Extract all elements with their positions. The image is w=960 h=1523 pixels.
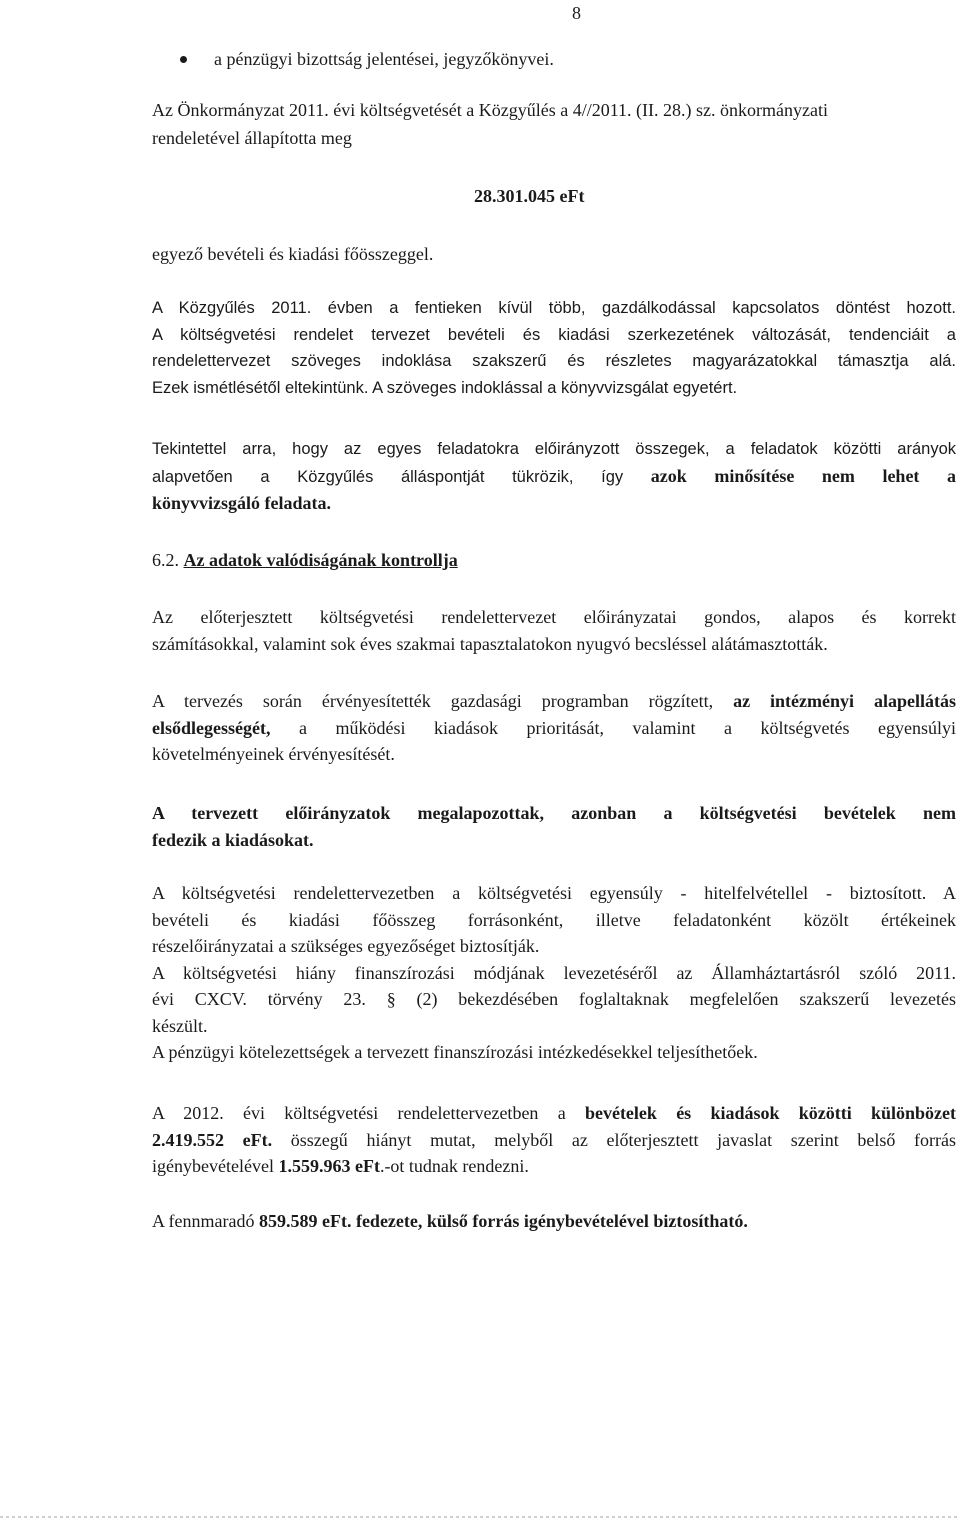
p4-line-2: [152, 715, 956, 742]
intro-line-1: Az Önkormányzat 2011. évi költségvetését a Közgyűlés a 4//2011. (II. 28.) sz. önkormányzati: [152, 100, 828, 120]
paragraph-8: [152, 1211, 748, 1232]
p7-line-3-plain-b: .-ot tudnak rendezni.: [379, 1156, 529, 1176]
p7-line-2: [152, 1127, 956, 1154]
p1-line-3: rendelettervezet szöveges indoklása szakszerű és részletes magyarázatokkal támasztja alá.: [152, 352, 956, 370]
p6-line-3: részelőirányzatai a szükséges egyezőséget biztosítják.: [152, 936, 540, 956]
p1-line-2: A költségvetési rendelet tervezet bevételi és kiadási szerkezetének változását, tendenciáit a: [152, 325, 956, 344]
section-number: 6.2.: [152, 550, 179, 570]
p2-line-1: Tekintettel arra, hogy az egyes feladatokra előirányzott összegek, a feladatok közötti arányok: [152, 440, 956, 458]
p7-line-1-bold: bevételek és kiadások közötti különbözet: [584, 1103, 957, 1123]
p7-line-2-plain: összegű hiányt mutat, melyből az előterjesztett javaslat szerint belső forrás: [290, 1129, 956, 1150]
intro-line-3: egyező bevételi és kiadási főösszeggel.: [152, 244, 434, 264]
p5-line-1: A tervezett előirányzatok megalapozottak, azonban a költségvetési bevételek nem: [152, 803, 956, 823]
p6-line-1: A költségvetési rendelettervezetben a költségvetési egyensúly - hitelfelvétellel - biztosított. A: [152, 883, 956, 903]
p4-line-1: [152, 688, 956, 715]
p1-line-1: A Közgyűlés 2011. évben a fentieken kívül több, gazdálkodással kapcsolatos döntést hozott.: [152, 299, 956, 317]
paragraph-1: [152, 295, 956, 401]
p5-line-2: fedezik a kiadásokat.: [152, 829, 314, 850]
p4-line-2-plain: a működési kiadások prioritását, valamint a költségvetés egyensúlyi: [299, 717, 957, 738]
p4-line-2-bold: elsődlegességét,: [152, 717, 271, 738]
paragraph-7: [152, 1100, 956, 1180]
intro-line-2: rendeletével állapította meg: [152, 128, 352, 148]
p7-line-3-plain-a: igénybevételével: [152, 1156, 274, 1176]
bullet-text: a pénzügyi bizottság jelentései, jegyzőkönyvei.: [214, 49, 554, 69]
p7-line-1-plain: A 2012. évi költségvetési rendelettervezetben a: [152, 1103, 566, 1123]
bottom-scan-rule: [0, 1516, 960, 1518]
paragraph-5: [152, 800, 956, 853]
p2-line-2-plain: alapvetően a Közgyűlés álláspontját tükrözik, így: [152, 467, 624, 486]
p2-line-2-bold: azok minősítése nem lehet a: [650, 465, 956, 486]
section-title: Az adatok valódiságának kontrollja: [183, 550, 458, 570]
bullet-dot-icon: [180, 56, 187, 63]
p7-line-3: [152, 1153, 956, 1180]
paragraph-3: [152, 604, 956, 657]
p4-line-1-bold: az intézményi alapellátás: [733, 691, 956, 711]
p6-line-2: bevételi és kiadási főösszeg forrásonként, illetve feladatonként közölt értékeinek: [152, 909, 956, 930]
budget-amount: 28.301.045 eFt: [474, 186, 585, 206]
p2-line-2: [152, 463, 956, 491]
p6-line-6: készült.: [152, 1015, 208, 1036]
p3-line-2: számításokkal, valamint sok éves szakmai tapasztalatokon nyugvó becsléssel alátámasztották.: [152, 633, 828, 654]
p2-line-3-bold: könyvvizsgáló feladata.: [152, 493, 332, 513]
p7-line-3-bold: 1.559.963 eFt: [278, 1156, 380, 1176]
p1-line-4: Ezek ismétlésétől eltekintünk. A szöveges indoklással a könyvvizsgálat egyetért.: [152, 378, 738, 397]
p4-line-3: követelményeinek érvényesítését.: [152, 744, 395, 764]
p8-plain: A fennmaradó: [152, 1211, 255, 1231]
p7-line-1: [152, 1100, 956, 1127]
section-heading: [152, 550, 458, 571]
paragraph-4: [152, 688, 956, 768]
p3-line-1: Az előterjesztett költségvetési rendelettervezet előirányzatai gondos, alapos és korrekt: [152, 607, 956, 627]
paragraph-6: [152, 880, 956, 1066]
p6-line-5: évi CXCV. törvény 23. § (2) bekezdésében foglaltaknak megfelelően szakszerű levezetés: [152, 989, 956, 1009]
page-number: 8: [572, 3, 581, 23]
p4-line-1-plain: A tervezés során érvényesítették gazdasági programban rögzített,: [152, 691, 714, 711]
paragraph-2: [152, 436, 956, 517]
p6-line-4: A költségvetési hiány finanszírozási módjának levezetéséről az Államháztartásról szóló 2011.: [152, 962, 956, 983]
p6-line-7: A pénzügyi kötelezettségek a tervezett finanszírozási intézkedésekkel teljesíthetőek.: [152, 1042, 758, 1062]
p7-line-2-bold: 2.419.552 eFt.: [152, 1129, 273, 1150]
p8-bold: 859.589 eFt. fedezete, külső forrás igénybevételével biztosítható.: [258, 1211, 748, 1231]
